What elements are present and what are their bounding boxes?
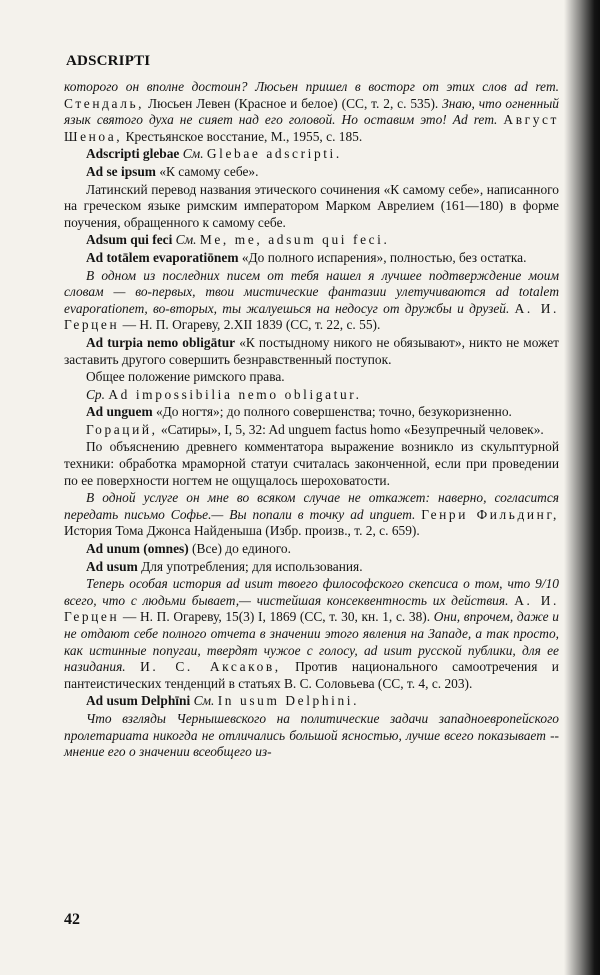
entry-gloss: «К постыдному никого не обязывают», никто не может заставить другого совершить безнравственный поступок. xyxy=(64,334,560,367)
entry-ad-unguem xyxy=(64,404,559,421)
entry-adsum-qui-feci xyxy=(64,232,559,249)
see-label: См. xyxy=(193,693,215,709)
quote: которого он вполне достоин? Люсьен пришел в восторг от этих слов ad rem. xyxy=(64,79,559,94)
entry-quote xyxy=(64,268,559,334)
entry-head: Ad unum (omnes) xyxy=(86,541,189,557)
see-label: См. xyxy=(175,232,197,248)
quote: Теперь особая история ad usum твоего философского скепсиса о том, что 9/10 всего, что с людьми бывает,— чистейшая консеквентность их действия. xyxy=(64,576,559,608)
entry-gloss: «До ногтя»; до полного совершенства; точно, безукоризненно. xyxy=(155,404,512,420)
entry-text xyxy=(64,439,559,489)
entry-head: Ad unguem xyxy=(86,404,153,420)
entry-quote xyxy=(64,576,559,692)
cross-reference: Me, me, adsum qui feci. xyxy=(199,232,390,248)
reference: «Сатиры», I, 5, 32: Ad unguem factus homo «Безупречный человек». xyxy=(160,421,544,437)
entry-text xyxy=(64,369,559,386)
entry-head: Ad usum Delphīni xyxy=(86,693,191,709)
entry-body: По объяснению древнего комментатора выражение возникло из скульптурной техники: обработка мраморной статуи считалась законченной, если при проведении по ее поверхности ногтем не ощущалось шероховатости. xyxy=(64,439,559,488)
entry-ad-usum xyxy=(64,559,559,576)
reference: Люсьен Левен (Красное и белое) (СС, т. 2, с. 535). xyxy=(148,95,439,111)
entry-source xyxy=(64,422,559,439)
entry-cf xyxy=(64,387,559,404)
entry-head: Adsum qui feci xyxy=(86,232,173,248)
quote: В одном из последних писем от тебя нашел я лучшее подтверждение моим словам — во-первых, твои мистические фантазии улетучиваются ad totalem evaporationem, во-вторых, ты жалуешься на недосуг от дружбы и друзей. xyxy=(64,267,559,316)
reference: Крестьянское восстание, М., 1955, с. 185. xyxy=(125,128,363,144)
author: А. И. Герцен xyxy=(64,592,559,625)
entry-head: Ad se ipsum xyxy=(86,163,156,179)
entry-gloss: (Все) до единого. xyxy=(192,541,291,557)
entry-body: Общее положение римского права. xyxy=(86,369,285,385)
entry-ad-usum-delphini xyxy=(64,693,559,710)
see-label: См. xyxy=(182,146,204,162)
entry-ad-se-ipsum xyxy=(64,164,559,181)
cross-reference: Glebae adscripti. xyxy=(206,146,342,162)
page-body xyxy=(64,79,559,762)
entry-ad-totalem-evaporationem xyxy=(64,250,559,267)
cross-reference: In usum Delphini. xyxy=(217,693,360,709)
quote: Они, впрочем, даже и не отдают себе полного отчета в значении этого явления на Западе, а так просто, как истинные попугаи, твердят чужое с голосу, ad usum русской публики, для ее назидания. xyxy=(64,609,559,675)
entry-head: Ad turpia nemo obligātur xyxy=(86,334,236,350)
continuation-paragraph xyxy=(64,79,559,145)
author: А. И. Герцен xyxy=(64,300,559,333)
entry-ad-unum xyxy=(64,541,559,558)
author: Август Шеноа, xyxy=(64,112,559,144)
book-spine-shadow xyxy=(564,0,600,975)
author: Стендаль, xyxy=(64,95,145,111)
reference: Против национального самоотречения и пантеистических тенденций в статьях В. С. Соловьева (СС, т. 4, с. 203). xyxy=(64,659,559,691)
entry-gloss: Для употребления; для использования. xyxy=(141,558,363,574)
entry-head: Adscripti glebae xyxy=(86,146,180,162)
author: Гораций, xyxy=(86,421,158,437)
entry-gloss: «К самому себе». xyxy=(159,163,259,179)
entry-head: Ad totālem evaporatiōnem xyxy=(86,249,239,265)
running-header: ADSCRIPTI xyxy=(66,53,151,69)
cf-label: Ср. xyxy=(86,386,105,402)
quote: В одной услуге он мне во всяком случае не откажет: наверно, согласится передать письмо Софье.— Вы попали в точку ad unguem. xyxy=(64,490,559,522)
entry-body: Латинский перевод названия этического сочинения «К самому себе», написанного на греческом языке римским императором Марком Аврелием (161—180) в форме поучения, обращенного к самому себе. xyxy=(64,181,559,230)
reference: — Н. П. Огареву, 2.XII 1839 (СС, т. 22, с. 55). xyxy=(122,317,381,333)
entry-text xyxy=(64,182,559,232)
quote: Что взгляды Чернышевского на политические задачи западноевропейского пролетариата никогда не отличались большой ясностью, лучше всего показывает -- мнение его о значении всеобщего из- xyxy=(64,710,559,760)
author: И. С. Аксаков, xyxy=(140,659,281,675)
cross-reference: Ad impossibilia nemo obligatur. xyxy=(108,386,362,402)
entry-gloss: «До полного испарения», полностью, без остатка. xyxy=(241,249,527,265)
entry-adscripti-glebae xyxy=(64,146,559,163)
page-number: 42 xyxy=(64,911,80,928)
entry-quote xyxy=(64,711,559,761)
quote: Знаю, что огненный язык святого духа не сияет над его головой. Но оставим это! Ad rem. xyxy=(64,95,559,128)
entry-head: Ad usum xyxy=(86,558,138,574)
reference: История Тома Джонса Найденыша (Избр. произв., т. 2, с. 659). xyxy=(64,523,420,539)
author: Генри Фильдинг, xyxy=(421,506,559,522)
entry-quote xyxy=(64,490,559,540)
reference: — Н. П. Огареву, 15(3) I, 1869 (СС, т. 30, кн. 1, с. 38). xyxy=(122,609,431,625)
entry-ad-turpia xyxy=(64,335,559,368)
